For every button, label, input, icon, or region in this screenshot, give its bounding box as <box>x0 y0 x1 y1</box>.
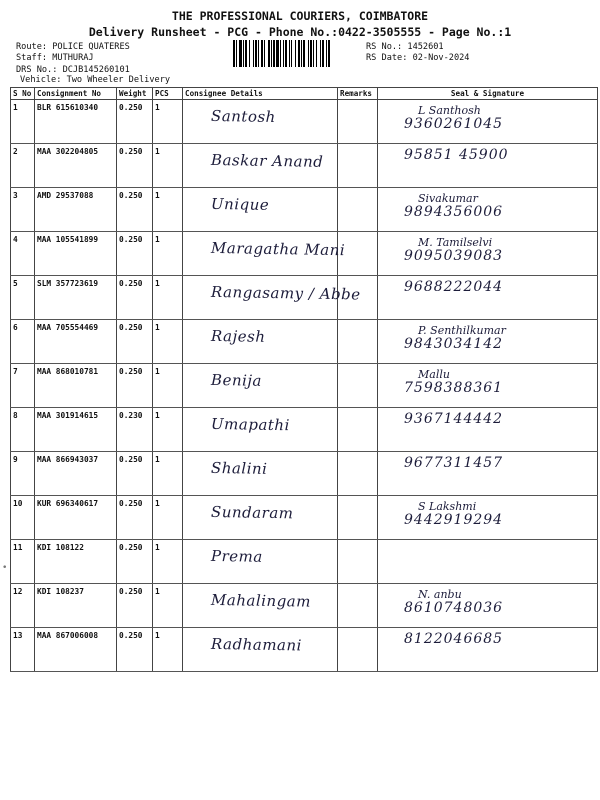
signature-name: S Lakshmi <box>418 500 477 513</box>
cell-consignee <box>183 276 361 320</box>
cell-signature <box>378 452 598 496</box>
signature-name: P. Senthilkumar <box>418 324 506 337</box>
col-header-sno: S No <box>11 88 35 100</box>
signature-phone: 9367144442 <box>404 411 504 427</box>
cell-consignment-no: MAA 301914615 <box>35 408 117 452</box>
cell-consignment-no: BLR 615610340 <box>35 100 117 144</box>
signature-name: Mallu <box>418 368 450 381</box>
barcode-bar <box>271 40 272 67</box>
consignee-handwriting: Maragatha Mani <box>210 238 346 260</box>
barcode-bar <box>326 40 327 67</box>
barcode-bar <box>268 40 270 67</box>
consignee-handwriting: Umapathi <box>210 414 290 435</box>
cell-remarks <box>338 320 378 364</box>
cell-signature <box>378 540 598 584</box>
cell-remarks <box>338 540 378 584</box>
cell-remarks <box>338 628 378 672</box>
runsheet-table <box>10 87 598 672</box>
cell-sno: 3 <box>11 188 35 232</box>
signature-name: N. anbu <box>418 588 462 601</box>
barcode-bar <box>264 40 265 67</box>
signature-phone: 95851 45900 <box>404 147 509 163</box>
cell-pcs: 1 <box>153 628 183 672</box>
consignee-handwriting: Rajesh <box>210 326 266 346</box>
company-title: THE PROFESSIONAL COURIERS, COIMBATORE <box>171 9 429 23</box>
cell-consignee <box>183 540 338 584</box>
table-row <box>11 188 598 232</box>
cell-consignment-no: KDI 108237 <box>35 584 117 628</box>
cell-sno: 1 <box>11 100 35 144</box>
barcode-bar <box>261 40 263 67</box>
cell-weight: 0.250 <box>117 628 153 672</box>
rs-number: RS No.: 1452601 <box>366 42 444 52</box>
col-header-weight: Weight <box>117 88 153 100</box>
barcode-bar <box>283 40 284 67</box>
cell-pcs: 1 <box>153 188 183 232</box>
barcode-bar <box>316 40 317 67</box>
vehicle-label: Vehicle: Two Wheeler Delivery <box>20 75 171 85</box>
signature-name: Sivakumar <box>418 192 478 205</box>
barcode-bar <box>233 40 235 67</box>
signature-phone: 9095039083 <box>404 248 504 264</box>
barcode-bar <box>322 40 324 67</box>
cell-consignee <box>183 452 338 496</box>
barcode-bar <box>289 40 290 67</box>
signature-name: L Santhosh <box>418 104 481 117</box>
col-header-pcs: PCS <box>153 88 183 100</box>
cell-signature <box>378 496 598 540</box>
barcode-bar <box>308 40 309 67</box>
barcode-bar <box>239 40 242 67</box>
margin-dot: • <box>2 563 8 573</box>
cell-consignment-no: MAA 867006008 <box>35 628 117 672</box>
cell-consignee <box>183 584 338 628</box>
barcode-bar <box>249 40 250 67</box>
cell-weight: 0.250 <box>117 452 153 496</box>
table-row <box>11 276 598 320</box>
barcode-bar <box>273 40 275 67</box>
consignee-handwriting: Mahalingam <box>210 590 312 611</box>
consignee-handwriting: Santosh <box>210 106 276 127</box>
signature-phone: 9688222044 <box>404 279 504 295</box>
cell-remarks <box>338 496 378 540</box>
signature-phone: 8122046685 <box>404 631 504 647</box>
consignee-handwriting: Unique <box>210 194 270 214</box>
consignee-handwriting: Rangasamy / Abbe <box>210 282 361 304</box>
barcode-bar <box>236 40 237 67</box>
cell-remarks <box>338 452 378 496</box>
cell-weight: 0.250 <box>117 232 153 276</box>
cell-sno: 5 <box>11 276 35 320</box>
signature-phone: 9360261045 <box>404 116 504 132</box>
cell-signature <box>378 100 598 144</box>
cell-remarks <box>338 408 378 452</box>
cell-signature <box>378 364 598 408</box>
cell-signature <box>378 232 598 276</box>
cell-sno: 9 <box>11 452 35 496</box>
cell-consignment-no: AMD 29537088 <box>35 188 117 232</box>
drs-number: DRS No.: DCJB145260101 <box>16 65 130 75</box>
barcode-bar <box>243 40 244 67</box>
table-row <box>11 232 598 276</box>
cell-consignment-no: MAA 866943037 <box>35 452 117 496</box>
consignee-handwriting: Prema <box>210 546 263 566</box>
cell-signature <box>378 144 598 188</box>
cell-signature <box>378 276 598 320</box>
cell-consignment-no: MAA 105541899 <box>35 232 117 276</box>
cell-consignee <box>183 232 346 276</box>
cell-consignment-no: MAA 868010781 <box>35 364 117 408</box>
cell-weight: 0.230 <box>117 408 153 452</box>
barcode <box>232 40 358 67</box>
barcode-bar <box>258 40 259 67</box>
table-row <box>11 540 598 584</box>
table-row <box>11 584 598 628</box>
cell-consignee <box>183 320 338 364</box>
consignee-handwriting: Baskar Anand <box>210 150 324 171</box>
cell-pcs: 1 <box>153 364 183 408</box>
staff-label: Staff: MUTHURAJ <box>16 53 94 63</box>
cell-remarks <box>338 144 378 188</box>
cell-consignee <box>183 188 338 232</box>
cell-remarks <box>338 364 378 408</box>
cell-consignee <box>183 628 338 672</box>
cell-consignment-no: MAA 302204805 <box>35 144 117 188</box>
col-header-signature: Seal & Signature <box>378 88 598 100</box>
barcode-bar <box>291 40 292 67</box>
table-row <box>11 408 598 452</box>
barcode-bar <box>301 40 302 67</box>
barcode-bar <box>303 40 305 67</box>
cell-remarks <box>338 188 378 232</box>
cell-weight: 0.250 <box>117 320 153 364</box>
cell-consignment-no: MAA 705554469 <box>35 320 117 364</box>
barcode-bar <box>298 40 300 67</box>
cell-sno: 11 <box>11 540 35 584</box>
cell-weight: 0.250 <box>117 364 153 408</box>
cell-pcs: 1 <box>153 232 183 276</box>
barcode-bar <box>320 40 321 67</box>
cell-pcs: 1 <box>153 144 183 188</box>
table-row <box>11 452 598 496</box>
signature-phone: 9894356006 <box>404 204 504 220</box>
table-header-row <box>11 88 598 100</box>
cell-consignment-no: KDI 108122 <box>35 540 117 584</box>
cell-pcs: 1 <box>153 408 183 452</box>
cell-pcs: 1 <box>153 452 183 496</box>
barcode-bar <box>280 40 281 67</box>
cell-signature <box>378 628 598 672</box>
cell-sno: 13 <box>11 628 35 672</box>
cell-sno: 8 <box>11 408 35 452</box>
barcode-bar <box>285 40 287 67</box>
cell-sno: 6 <box>11 320 35 364</box>
cell-consignee <box>183 496 338 540</box>
cell-remarks <box>338 584 378 628</box>
cell-signature <box>378 188 598 232</box>
consignee-handwriting: Sundaram <box>210 502 294 523</box>
signature-phone: 7598388361 <box>404 380 504 396</box>
table-row <box>11 144 598 188</box>
table-row <box>11 320 598 364</box>
cell-signature <box>378 320 598 364</box>
consignee-handwriting: Shalini <box>210 458 268 478</box>
cell-consignment-no: KUR 696340617 <box>35 496 117 540</box>
cell-signature <box>378 584 598 628</box>
cell-sno: 12 <box>11 584 35 628</box>
cell-weight: 0.250 <box>117 144 153 188</box>
cell-pcs: 1 <box>153 320 183 364</box>
barcode-bar <box>295 40 296 67</box>
cell-sno: 2 <box>11 144 35 188</box>
table-row <box>11 364 598 408</box>
runsheet-subtitle: Delivery Runsheet - PCG - Phone No.:0422-3505555 - Page No.:1 <box>88 25 512 39</box>
cell-weight: 0.250 <box>117 584 153 628</box>
barcode-bar <box>253 40 254 67</box>
cell-weight: 0.250 <box>117 100 153 144</box>
cell-sno: 10 <box>11 496 35 540</box>
cell-signature <box>378 408 598 452</box>
table-row <box>11 496 598 540</box>
table-row <box>11 100 598 144</box>
cell-consignment-no: SLM 357723619 <box>35 276 117 320</box>
cell-pcs: 1 <box>153 584 183 628</box>
signature-phone: 9442919294 <box>404 512 504 528</box>
cell-pcs: 1 <box>153 276 183 320</box>
signature-name: M. Tamilselvi <box>418 236 493 249</box>
cell-pcs: 1 <box>153 540 183 584</box>
barcode-bar <box>328 40 330 67</box>
col-header-consignee: Consignee Details <box>183 88 338 100</box>
barcode-bar <box>310 40 312 67</box>
barcode-bar <box>313 40 314 67</box>
route-label: Route: POLICE QUATERES <box>16 42 130 52</box>
cell-weight: 0.250 <box>117 540 153 584</box>
consignee-handwriting: Radhamani <box>210 634 303 655</box>
barcode-bar <box>255 40 257 67</box>
cell-remarks <box>338 100 378 144</box>
cell-pcs: 1 <box>153 496 183 540</box>
signature-phone: 8610748036 <box>404 600 504 616</box>
cell-weight: 0.250 <box>117 496 153 540</box>
cell-consignee <box>183 364 338 408</box>
cell-consignee <box>183 100 338 144</box>
cell-sno: 4 <box>11 232 35 276</box>
cell-consignee <box>183 144 338 188</box>
consignee-handwriting: Benija <box>210 370 263 390</box>
col-header-consignment: Consignment No <box>35 88 117 100</box>
cell-weight: 0.250 <box>117 188 153 232</box>
table-row <box>11 628 598 672</box>
cell-sno: 7 <box>11 364 35 408</box>
signature-phone: 9843034142 <box>404 336 504 352</box>
signature-phone: 9677311457 <box>404 455 504 471</box>
cell-consignee <box>183 408 338 452</box>
barcode-bar <box>276 40 279 67</box>
col-header-remarks: Remarks <box>338 88 378 100</box>
rs-date: RS Date: 02-Nov-2024 <box>366 53 470 63</box>
cell-weight: 0.250 <box>117 276 153 320</box>
cell-pcs: 1 <box>153 100 183 144</box>
barcode-bar <box>245 40 247 67</box>
